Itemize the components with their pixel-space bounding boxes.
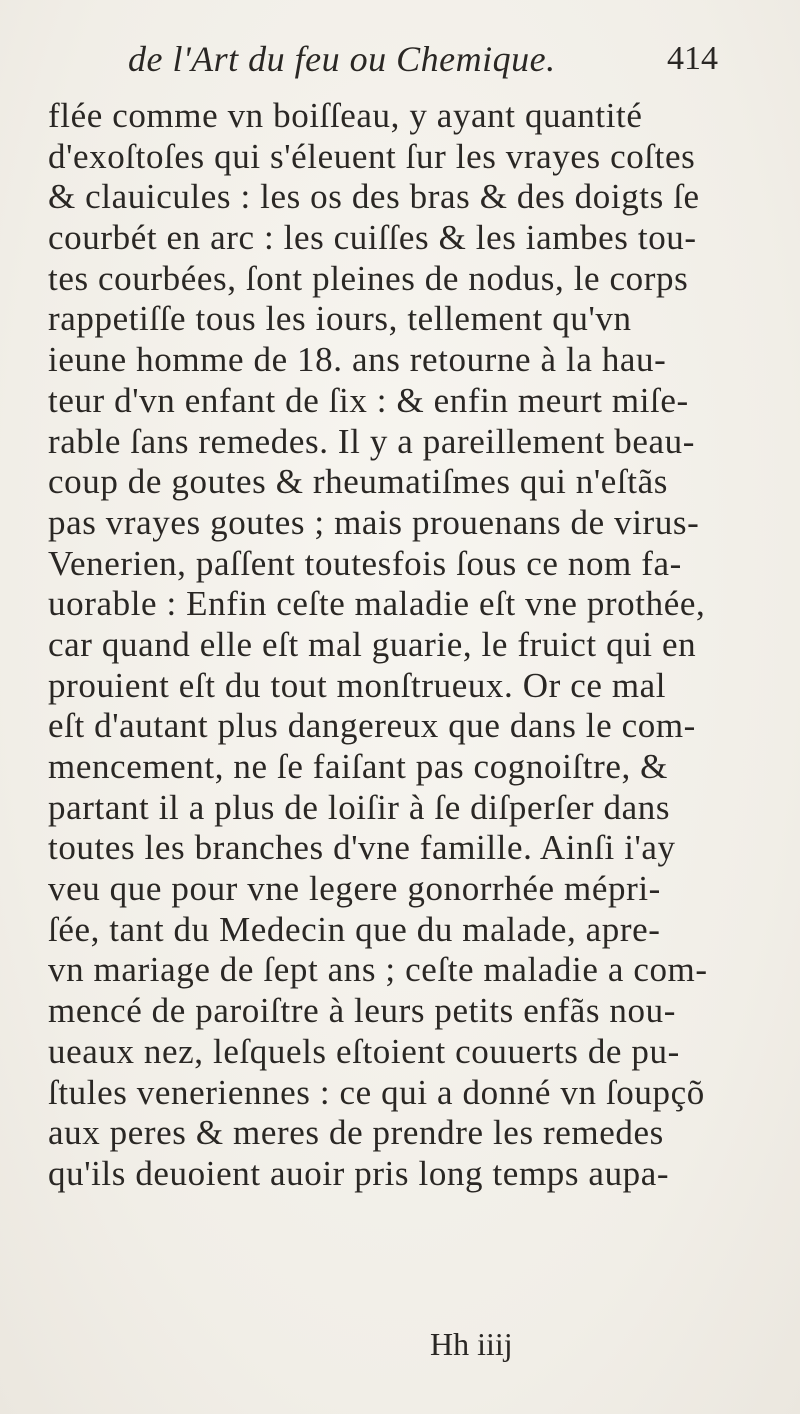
text-line: rable ſans remedes. Il y a pareillement beau- [48, 421, 695, 461]
body-text [48, 96, 768, 1195]
text-line: mencement, ne ſe faiſant pas cognoiſtre, & [48, 747, 668, 786]
text-line: mencé de paroiſtre à leurs petits enfãs nou- [48, 991, 676, 1031]
text-line: & clauicules : les os des bras & des doigts ſe [48, 177, 700, 217]
text-line: coup de goutes & rheumatiſmes qui n'eſtãs [48, 462, 668, 502]
text-line: eſt d'autant plus dangereux que dans le com- [48, 706, 696, 746]
text-line: aux peres & meres de prendre les remedes [48, 1113, 664, 1153]
text-line: ſée, tant du Medecin que du malade, apre- [48, 909, 661, 949]
text-line: uorable : Enfin ceſte maladie eſt vne prothée, [48, 584, 706, 624]
text-line: rappetiſſe tous les iours, tellement qu'vn [48, 299, 632, 339]
text-line: pas vrayes goutes ; mais prouenans de virus- [48, 502, 700, 542]
text-line: teur d'vn enfant de ſix : & enfin meurt miſe- [48, 380, 689, 420]
page-header [128, 38, 718, 98]
text-line: flée comme vn boiſſeau, y ayant quantité [48, 96, 643, 135]
text-line: tes courbées, ſont pleines de nodus, le corps [48, 258, 689, 298]
text-line: car quand elle eſt mal guarie, le fruict qui en [48, 624, 697, 664]
signature-mark: Hh iiij [430, 1326, 513, 1362]
text-line: qu'ils deuoient auoir pris long temps aupa- [48, 1153, 670, 1193]
text-line: d'exoſtoſes qui s'éleuent ſur les vrayes coſtes [48, 136, 696, 176]
text-line: vn mariage de ſept ans ; ceſte maladie a com- [48, 950, 708, 990]
text-line: ſtules veneriennes : ce qui a donné vn ſoupçõ [48, 1072, 705, 1112]
text-line: toutes les branches d'vne famille. Ainſi i'ay [48, 828, 676, 868]
page-number: 414 [667, 40, 718, 77]
running-title: de l'Art du feu ou Chemique. [128, 39, 556, 79]
text-line: partant il a plus de loiſir à ſe diſperſer dans [48, 787, 671, 827]
text-line: courbét en arc : les cuiſſes & les iambes tou- [48, 218, 697, 258]
text-line: ieune homme de 18. ans retourne à la hau- [48, 340, 667, 380]
text-line: Venerien, paſſent toutesfois ſous ce nom fa- [48, 543, 682, 583]
text-line: veu que pour vne legere gonorrhée mépri- [48, 869, 661, 909]
text-line: prouient eſt du tout monſtrueux. Or ce mal [48, 665, 667, 705]
text-line: ueaux nez, leſquels eſtoient couuerts de pu- [48, 1031, 680, 1071]
